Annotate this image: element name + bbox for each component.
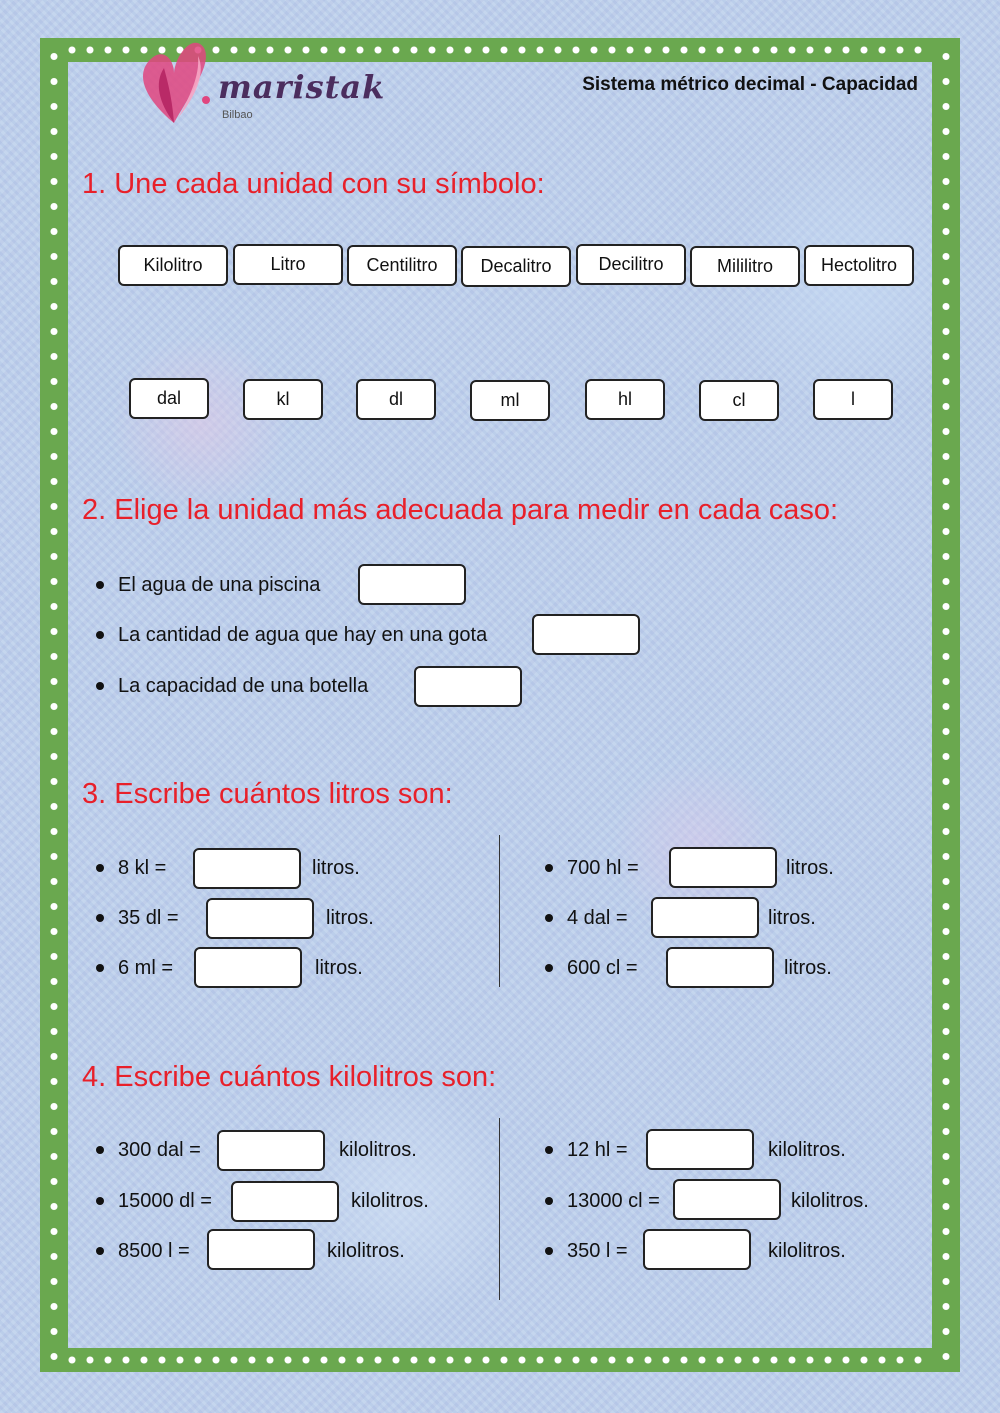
answer-input[interactable] — [217, 1130, 325, 1171]
answer-input[interactable] — [643, 1229, 751, 1270]
conversion-row — [545, 848, 639, 888]
conversion-row — [96, 1231, 190, 1271]
symbol-card[interactable]: dl — [356, 379, 436, 420]
logo-subtitle: Bilbao — [222, 109, 253, 121]
conversion-row — [96, 848, 166, 888]
bullet-icon — [96, 1197, 104, 1205]
frame-bottom-border — [40, 1348, 960, 1372]
list-item — [96, 666, 368, 706]
bullet-icon — [545, 964, 553, 972]
list-item — [96, 615, 487, 655]
section1-heading: 1. Une cada unidad con su símbolo: — [82, 168, 545, 200]
conversion-label: 6 ml = — [118, 956, 174, 979]
frame-right-border — [932, 38, 960, 1372]
conversion-label: 300 dal = — [118, 1138, 201, 1161]
worksheet-title: Sistema métrico decimal - Capacidad — [582, 74, 918, 95]
bullet-icon — [96, 914, 104, 922]
frame-left-border — [40, 38, 68, 1372]
conversion-label: 13000 cl = — [567, 1189, 660, 1212]
conversion-label: 8 kl = — [118, 856, 167, 879]
conversion-row — [545, 948, 638, 988]
conversion-label: 600 cl = — [567, 956, 638, 979]
bullet-icon — [96, 964, 104, 972]
bullet-icon — [545, 1146, 553, 1154]
unit-label: litros. — [315, 956, 363, 979]
conversion-row — [545, 1130, 628, 1170]
symbol-card[interactable]: cl — [699, 380, 779, 421]
conversion-row — [96, 1130, 201, 1170]
unit-label: litros. — [786, 856, 834, 879]
symbol-card[interactable]: l — [813, 379, 893, 420]
conversion-label: 8500 l = — [118, 1239, 190, 1262]
unit-label: litros. — [326, 906, 374, 929]
bullet-icon — [545, 914, 553, 922]
conversion-label: 35 dl = — [118, 906, 179, 929]
heart-logo-icon — [134, 28, 224, 128]
symbol-card[interactable]: ml — [470, 380, 550, 421]
unit-label: litros. — [768, 906, 816, 929]
answer-input[interactable] — [646, 1129, 754, 1170]
bullet-icon — [96, 1146, 104, 1154]
symbol-card[interactable]: hl — [585, 379, 665, 420]
item-text: La capacidad de una botella — [118, 674, 369, 697]
unit-card[interactable]: Decilitro — [576, 244, 686, 285]
answer-input[interactable] — [206, 898, 314, 939]
unit-card[interactable]: Kilolitro — [118, 245, 228, 286]
list-item — [96, 565, 320, 605]
symbol-card[interactable]: dal — [129, 378, 209, 419]
unit-card[interactable]: Hectolitro — [804, 245, 914, 286]
answer-input[interactable] — [194, 947, 302, 988]
section3-heading: 3. Escribe cuántos litros son: — [82, 778, 453, 810]
unit-label: litros. — [784, 956, 832, 979]
column-divider — [499, 835, 500, 987]
bullet-icon — [545, 1197, 553, 1205]
bullet-icon — [96, 864, 104, 872]
bullet-icon — [545, 1247, 553, 1255]
unit-label: kilolitros. — [791, 1189, 869, 1212]
unit-card[interactable]: Litro — [233, 244, 343, 285]
conversion-label: 15000 dl = — [118, 1189, 212, 1212]
answer-input[interactable] — [358, 564, 466, 605]
unit-card[interactable]: Centilitro — [347, 245, 457, 286]
bullet-icon — [545, 864, 553, 872]
answer-input[interactable] — [532, 614, 640, 655]
bullet-icon — [96, 1247, 104, 1255]
logo-wordmark: maristak — [218, 68, 386, 106]
item-text: El agua de una piscina — [118, 573, 321, 596]
conversion-label: 700 hl = — [567, 856, 639, 879]
answer-input[interactable] — [666, 947, 774, 988]
conversion-row — [96, 948, 173, 988]
unit-label: kilolitros. — [339, 1138, 417, 1161]
unit-card[interactable]: Decalitro — [461, 246, 571, 287]
conversion-label: 12 hl = — [567, 1138, 628, 1161]
answer-input[interactable] — [207, 1229, 315, 1270]
answer-input[interactable] — [669, 847, 777, 888]
conversion-row — [545, 1181, 660, 1221]
conversion-row — [96, 898, 179, 938]
bullet-icon — [96, 682, 104, 690]
bullet-icon — [96, 581, 104, 589]
column-divider — [499, 1118, 500, 1300]
maristak-logo — [134, 28, 384, 128]
conversion-label: 4 dal = — [567, 906, 628, 929]
conversion-row — [545, 898, 628, 938]
unit-label: kilolitros. — [768, 1138, 846, 1161]
section4-heading: 4. Escribe cuántos kilolitros son: — [82, 1061, 497, 1093]
unit-card[interactable]: Mililitro — [690, 246, 800, 287]
answer-input[interactable] — [651, 897, 759, 938]
conversion-row — [96, 1181, 212, 1221]
answer-input[interactable] — [673, 1179, 781, 1220]
answer-input[interactable] — [414, 666, 522, 707]
unit-label: litros. — [312, 856, 360, 879]
conversion-row — [545, 1231, 628, 1271]
bullet-icon — [96, 631, 104, 639]
item-text: La cantidad de agua que hay en una gota — [118, 623, 488, 646]
unit-label: kilolitros. — [351, 1189, 429, 1212]
section2-heading: 2. Elige la unidad más adecuada para medir en cada caso: — [82, 494, 839, 526]
answer-input[interactable] — [231, 1181, 339, 1222]
answer-input[interactable] — [193, 848, 301, 889]
unit-label: kilolitros. — [327, 1239, 405, 1262]
symbol-card[interactable]: kl — [243, 379, 323, 420]
unit-label: kilolitros. — [768, 1239, 846, 1262]
conversion-label: 350 l = — [567, 1239, 628, 1262]
